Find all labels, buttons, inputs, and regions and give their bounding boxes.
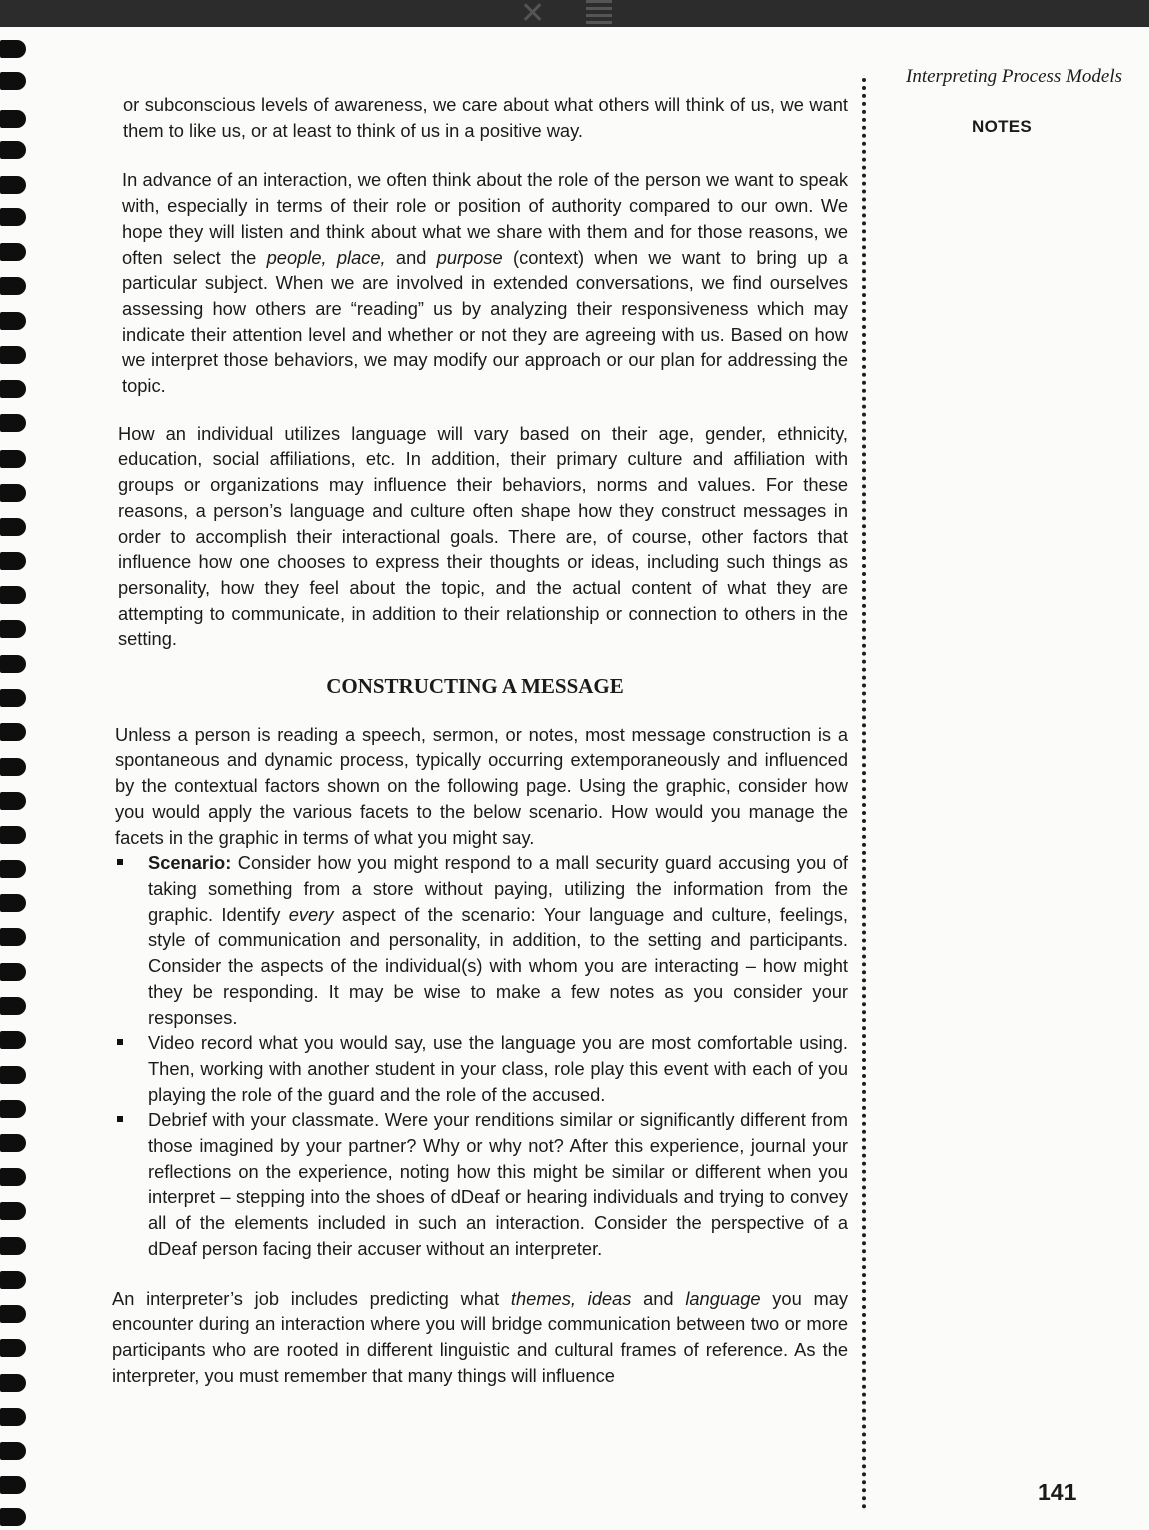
paragraph-2: In advance of an interaction, we often think about the role of the person we want to speak with, especially in terms of their role or position of authority compared to our own. We hope they will listen and think about what we share with them and for those reasons, we often select the people, place, and purpose (context) when we want to bring up a particular subject. When we are involved in extended conversations, we find ourselves assessing how others are “reading” us by analyzing their responsiveness which may indicate their attention level and whether or not they are agreeing with us. Based on how we interpret those behaviors, we may modify our approach or our plan for addressing the topic. [122, 169, 848, 397]
list-item: Scenario: Consider how you might respond to a mall security guard accusing you of taking something from a store without paying, utilizing the information from the graphic. Identify every aspect of the scenario: Your language and culture, feelings, style of communication and personality, in addition, to the setting and participants. Consider the aspects of the individual(s) with whom you are interacting – how might they be responding. It may be wise to make a few notes as you consider your responses. [112, 850, 848, 1030]
viewer-top-bar [0, 0, 1149, 31]
close-icon[interactable]: ✕ [520, 0, 546, 31]
section-heading: CONSTRUCTING A MESSAGE [326, 674, 624, 699]
list-item: Debrief with your classmate. Were your renditions similar or significantly different from those imagined by your partner? Why or why not? After this experience, journal your reflections on the experience, noting how this might be similar or different when you interpret – stepping into the shoes of dDeaf or hearing individuals and trying to convey all of the elements included in such an interaction. Consider the perspective of a dDeaf person facing their accuser without an interpreter. [112, 1107, 848, 1261]
paragraph-5: An interpreter’s job includes predicting what themes, ideas and language you may encounter during an interaction where you will bridge communication between two or more participants who are rooted in different linguistic and cultural frames of reference. As the interpreter, you must remember that many things will influence [112, 1287, 848, 1386]
paragraph-4: Unless a person is reading a speech, sermon, or notes, most message construction is a spontaneous and dynamic process, typically occurring extemporaneously and influenced by the contextual factors shown on the following page. Using the graphic, consider how you would apply the various facets to the below scenario. How would you manage the facets in the graphic in terms of what you might say. [115, 723, 848, 848]
menu-icon[interactable] [586, 0, 612, 24]
main-text [112, 92, 848, 1388]
paragraph-1: or subconscious levels of awareness, we care about what others will think of us, we want them to like us, or at least to think of us in a positive way. [123, 94, 848, 141]
paragraph-3: How an individual utilizes language will vary based on their age, gender, ethnicity, education, social affiliations, etc. In addition, their primary culture and affiliation with groups or organizations may influence their behaviors, norms and values. For these reasons, a person’s language and culture often shape how they construct messages in order to accomplish their interactional goals. There are, of course, other factors that influence how one chooses to express their thoughts or ideas, including such things as personality, how they feel about the topic, and the actual content of what they are attempting to communicate, in addition to their relationship or connection to others in the setting. [118, 422, 848, 650]
bullet-list [112, 850, 848, 1261]
list-item: Video record what you would say, use the language you are most comfortable using. Then, working with another student in your class, role play this event with each of you playing the role of the guard and the role of the accused. [112, 1030, 848, 1107]
running-head: Interpreting Process Models [906, 66, 1122, 87]
notes-divider [862, 78, 866, 1510]
spiral-binding [0, 32, 30, 1530]
page-number: 141 [1038, 1479, 1077, 1505]
notes-label: NOTES [972, 117, 1033, 136]
